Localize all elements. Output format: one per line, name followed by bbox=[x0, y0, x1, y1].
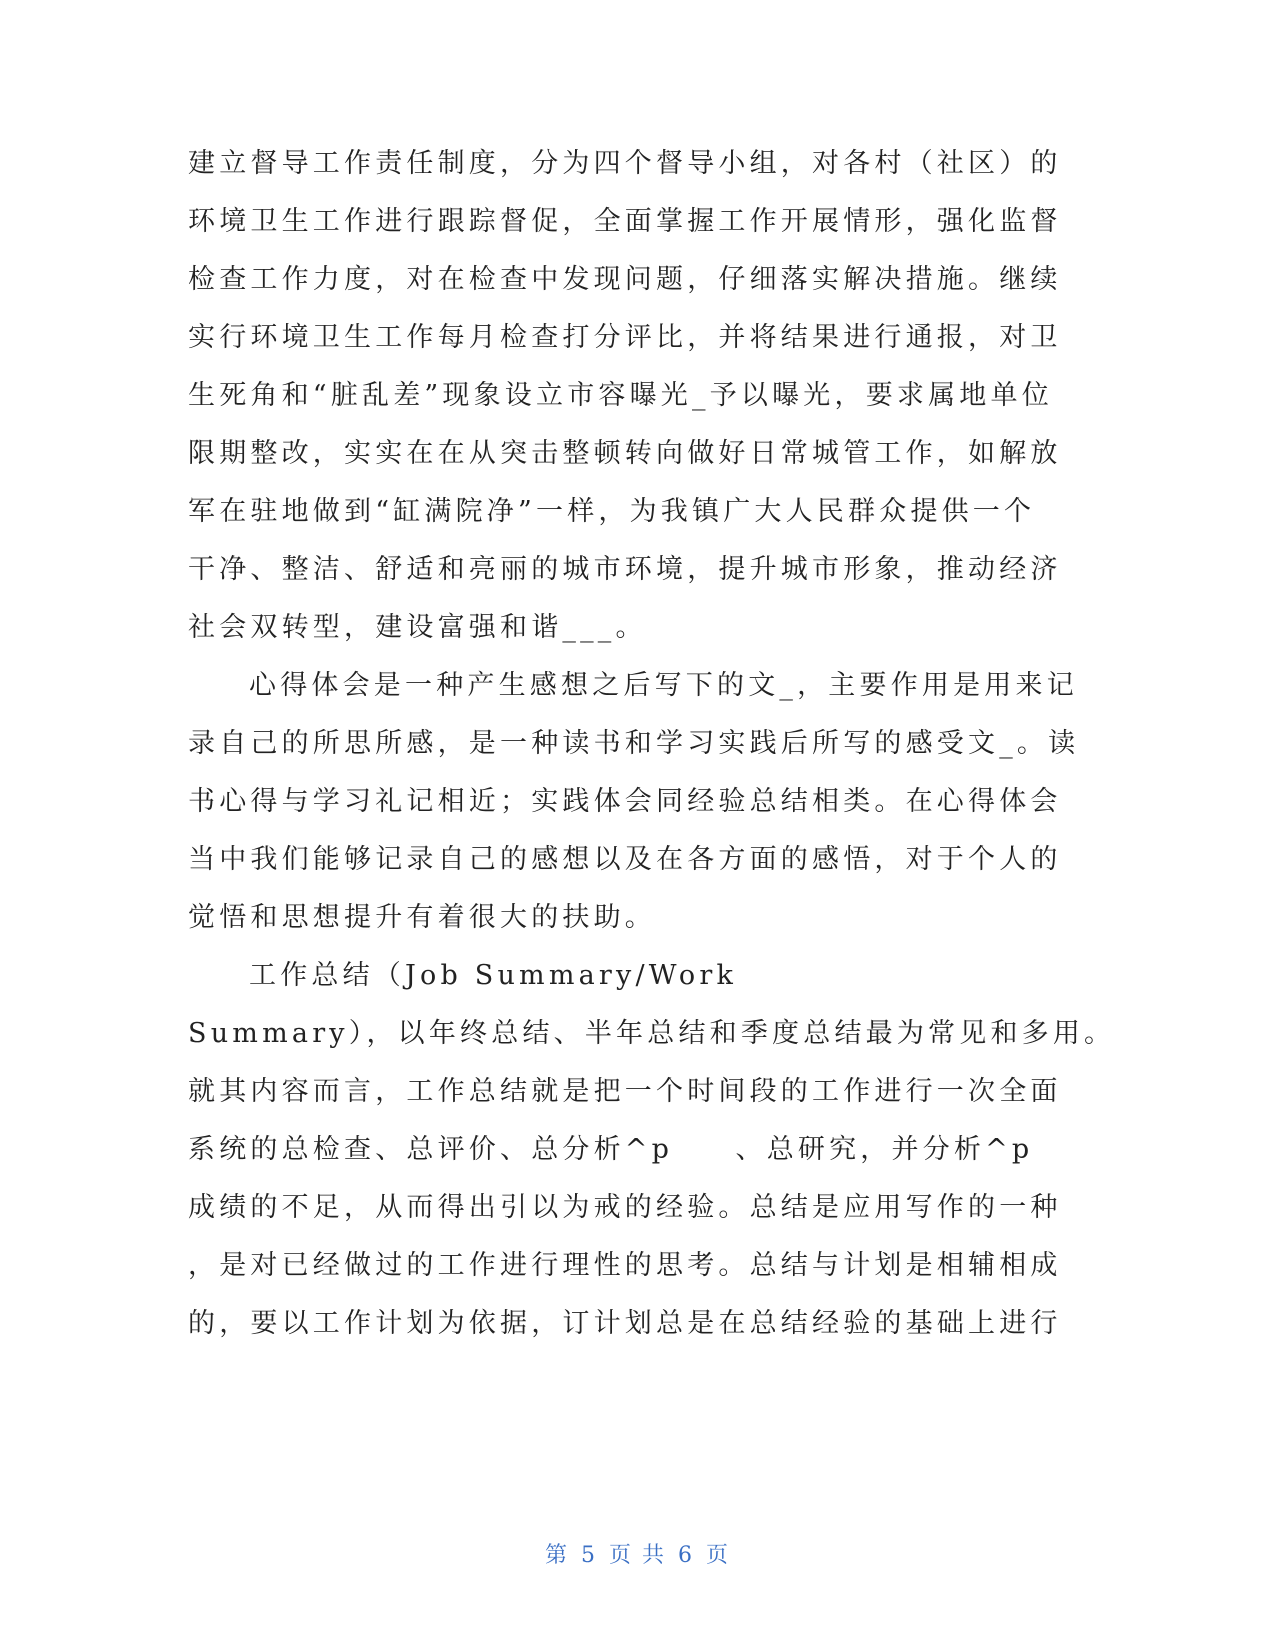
text-line: 录自己的所思所感，是一种读书和学习实践后所写的感受文_。读 bbox=[188, 728, 1080, 759]
text-line: 干净、整洁、舒适和亮丽的城市环境，提升城市形象，推动经济 bbox=[188, 554, 1062, 585]
text-line: 环境卫生工作进行跟踪督促，全面掌握工作开展情形，强化监督 bbox=[188, 206, 1062, 237]
footer-middle: 页 共 bbox=[609, 1543, 666, 1568]
text-line: 实行环境卫生工作每月检查打分评比，并将结果进行通报，对卫 bbox=[188, 322, 1062, 353]
total-page-number: 6 bbox=[678, 1543, 694, 1568]
text-line: ，是对已经做过的工作进行理性的思考。总结与计划是相辅相成 bbox=[188, 1250, 1062, 1281]
text-line: 系统的总检查、总评价、总分析^p 、总研究，并分析^p bbox=[188, 1134, 1034, 1165]
text-line: 检查工作力度，对在检查中发现问题，仔细落实解决措施。继续 bbox=[188, 264, 1062, 295]
text-line: 就其内容而言，工作总结就是把一个时间段的工作进行一次全面 bbox=[188, 1076, 1062, 1107]
text-line: 成绩的不足，从而得出引以为戒的经验。总结是应用写作的一种 bbox=[188, 1192, 1062, 1223]
text-line: 当中我们能够记录自己的感想以及在各方面的感悟，对于个人的 bbox=[188, 844, 1062, 875]
text-line: 工作总结（Job Summary/Work bbox=[249, 960, 738, 991]
text-line: Summary），以年终总结、半年总结和季度总结最为常见和多用。 bbox=[188, 1018, 1116, 1049]
page-footer bbox=[0, 1538, 1275, 1569]
text-line: 建立督导工作责任制度，分为四个督导小组，对各村（社区）的 bbox=[188, 148, 1062, 179]
footer-prefix: 第 bbox=[544, 1543, 569, 1568]
text-line: 书心得与学习礼记相近；实践体会同经验总结相类。在心得体会 bbox=[188, 786, 1062, 817]
text-line: 军在驻地做到“缸满院净”一样，为我镇广大人民群众提供一个 bbox=[188, 496, 1036, 527]
text-line: 的，要以工作计划为依据，订计划总是在总结经验的基础上进行 bbox=[188, 1308, 1062, 1339]
footer-suffix: 页 bbox=[706, 1543, 731, 1568]
current-page-number: 5 bbox=[581, 1543, 597, 1568]
text-line: 生死角和“脏乱差”现象设立市容曝光_予以曝光，要求属地单位 bbox=[188, 380, 1053, 411]
text-line: 觉悟和思想提升有着很大的扶助。 bbox=[188, 902, 656, 933]
text-line: 心得体会是一种产生感想之后写下的文_，主要作用是用来记 bbox=[249, 670, 1078, 701]
text-line: 限期整改，实实在在从突击整顿转向做好日常城管工作，如解放 bbox=[188, 438, 1062, 469]
text-line: 社会双转型，建设富强和谐___。 bbox=[188, 612, 647, 643]
